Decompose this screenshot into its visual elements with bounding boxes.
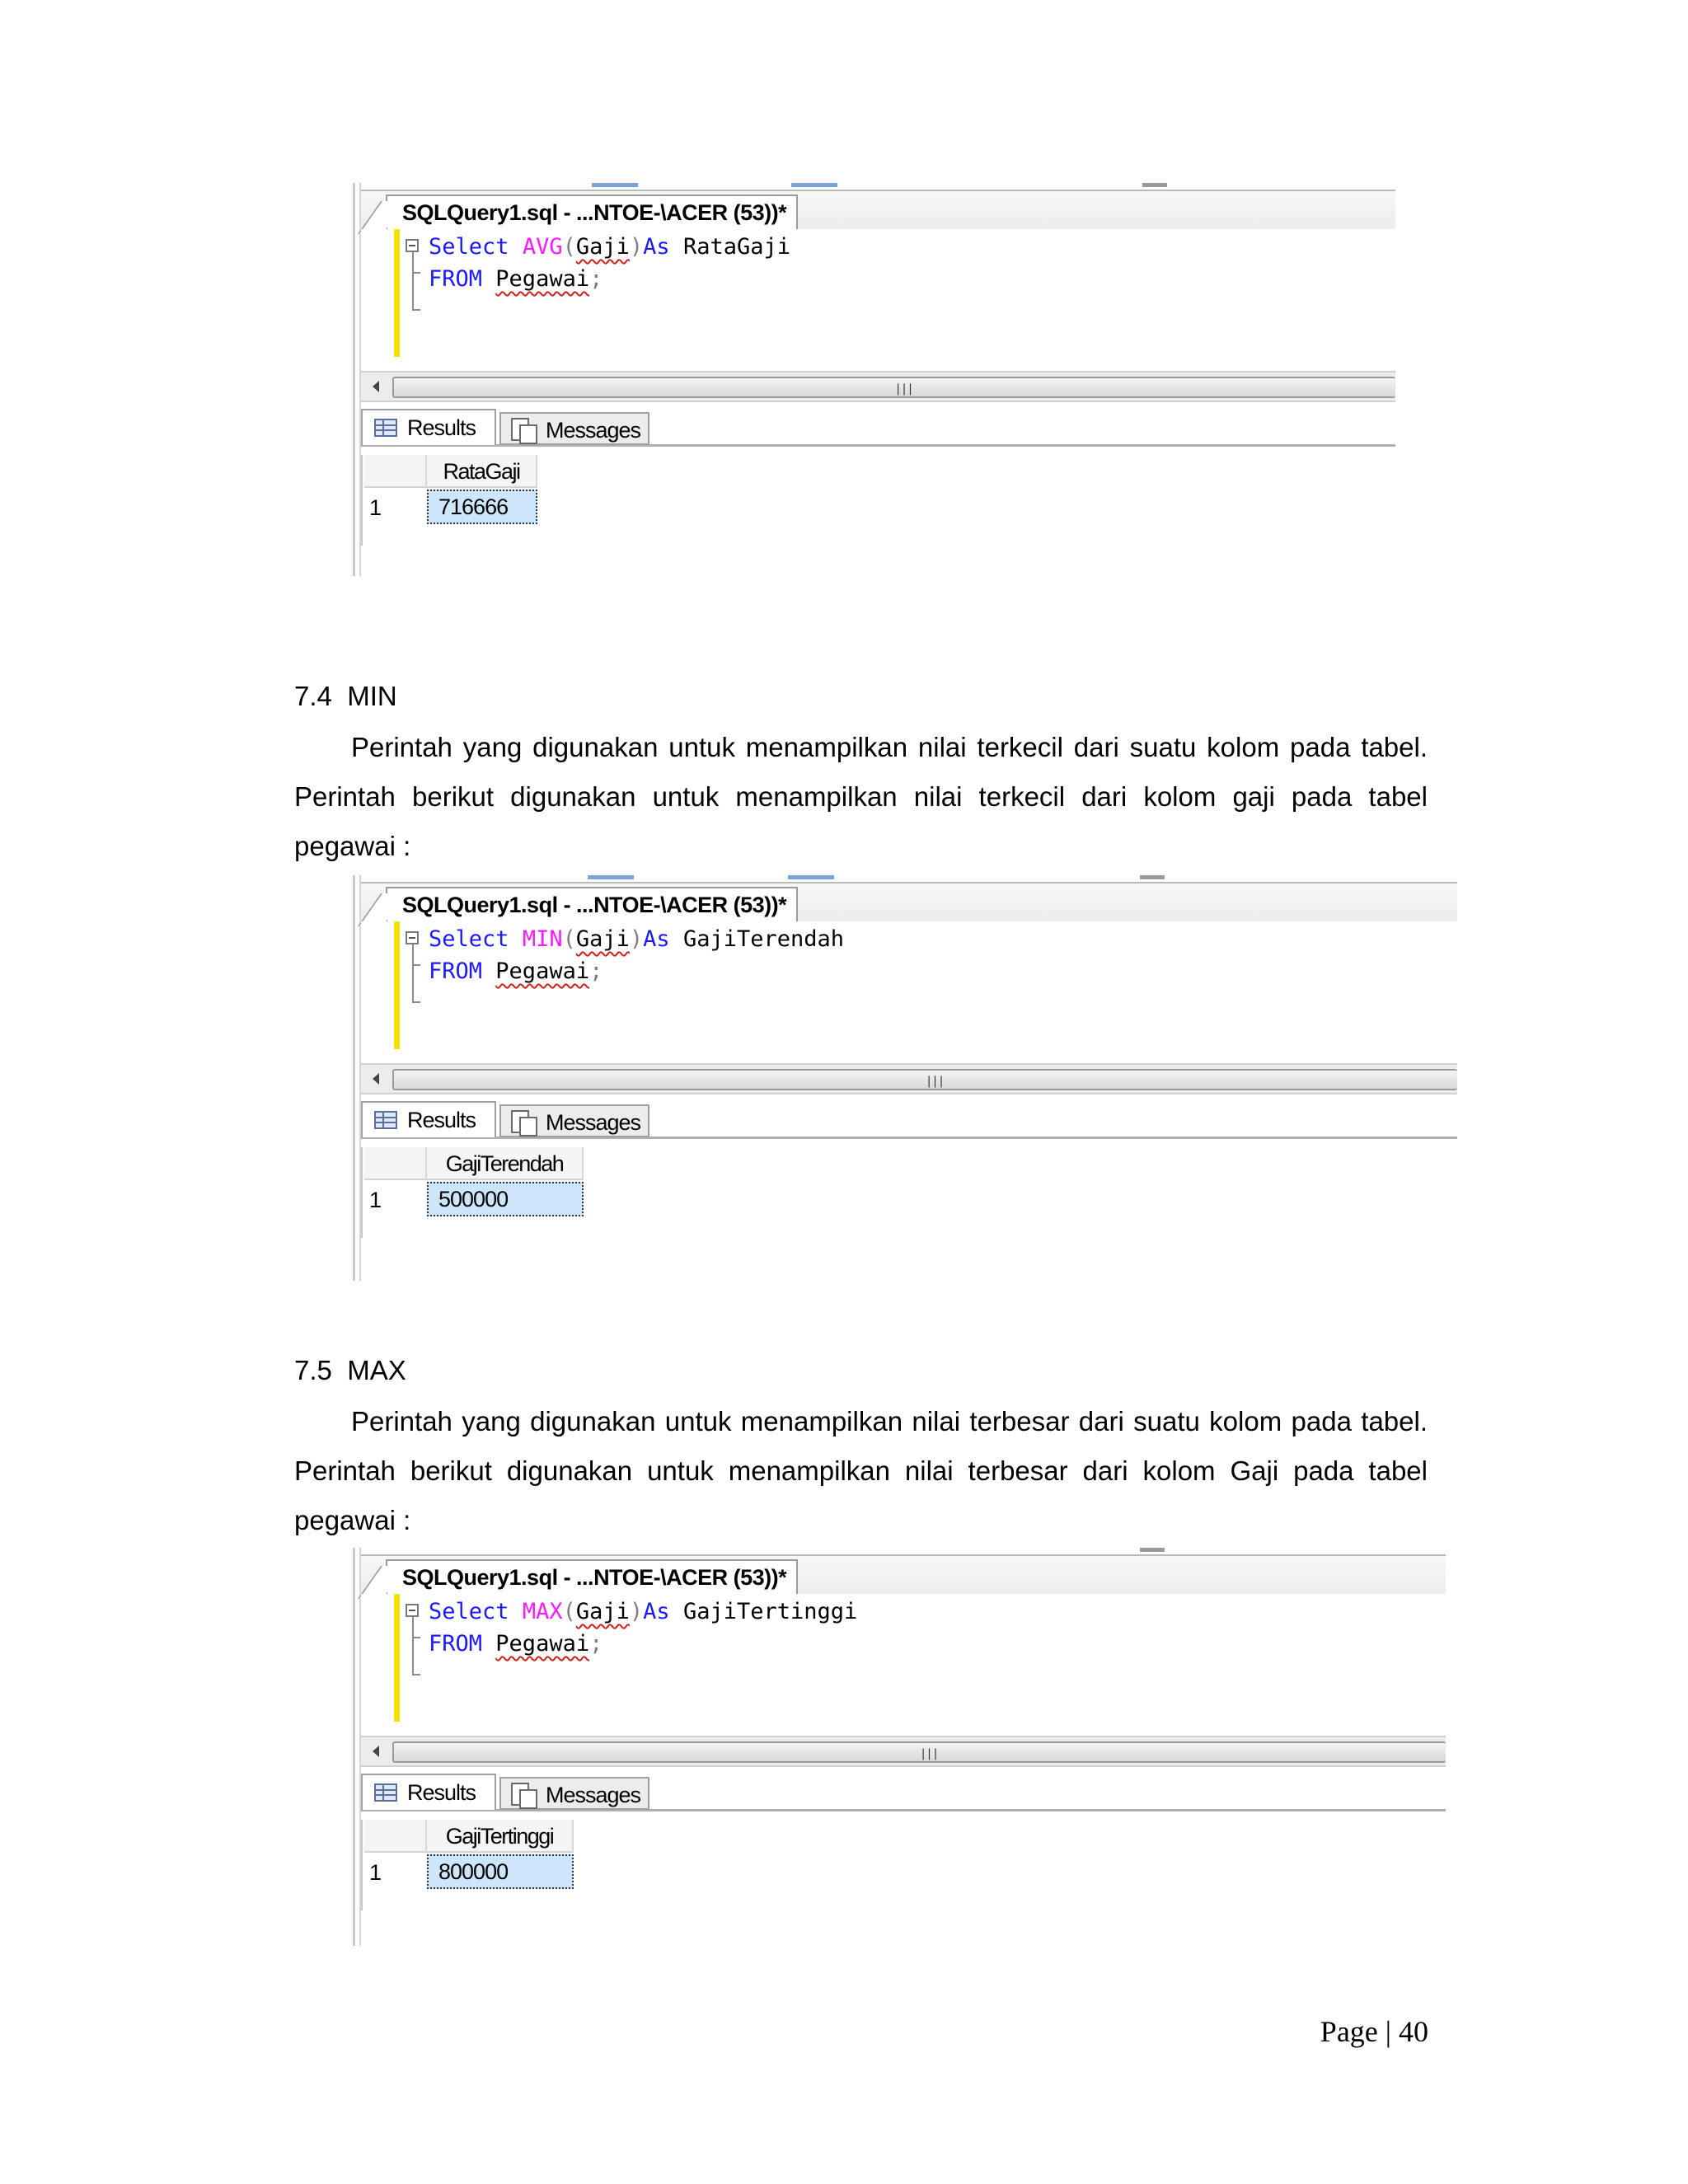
messages-icon [511,1783,536,1807]
code-line-2 [429,1629,603,1659]
keyword-select: Select [429,234,509,260]
keyword-as: As [643,926,670,952]
outline-line [412,1617,414,1675]
outline-tick [412,272,420,274]
section-number: 7.4 [294,681,332,711]
top-marker [1140,875,1165,879]
paren-close: ) [629,234,644,260]
results-grid [361,455,856,576]
code-line-1 [429,1597,857,1627]
ssms-screenshot-min [353,875,1457,1281]
outline-tick [412,964,420,966]
code-line-1 [429,232,790,262]
collapse-icon[interactable] [406,239,419,252]
horizontal-scrollbar[interactable] [361,1063,1457,1094]
keyword-as: As [643,1599,670,1624]
outline-tick [412,309,420,311]
page-number: 40 [1399,2015,1428,2048]
column-identifier: Gaji [575,1599,630,1624]
messages-icon [511,418,536,443]
outline-line [412,944,414,1002]
top-marker [1142,183,1167,187]
semicolon: ; [589,266,603,292]
row-header-corner [364,455,427,488]
grid-edge [361,1820,363,1910]
code-line-2 [429,957,603,987]
tab-results-label: Results [407,415,476,440]
row-header-corner [364,1147,427,1180]
semicolon: ; [589,1631,603,1657]
horizontal-scrollbar[interactable] [361,371,1395,402]
query-document-tab[interactable]: SQLQuery1.sql - ...NTOE-\ACER (53))* [386,194,798,231]
tab-messages[interactable] [499,1777,649,1810]
row-number: 1 [369,1860,382,1885]
keyword-as: As [643,234,670,260]
paren-open: ( [562,234,576,260]
query-editor[interactable] [361,921,1457,1062]
scrollbar-thumb[interactable] [392,377,1395,398]
scrollbar-thumb[interactable] [392,1741,1446,1763]
keyword-from: FROM [429,1631,483,1657]
row-header-corner [364,1820,427,1853]
grid-edge [361,455,363,546]
tab-results[interactable] [361,1101,496,1137]
result-tabs [361,1769,1446,1811]
query-editor[interactable] [361,229,1395,369]
alias-identifier: RataGaji [682,234,790,260]
changed-line-marker [394,1594,400,1722]
column-header[interactable]: RataGaji [427,455,537,488]
results-grid [361,1147,856,1281]
table-identifier: Pegawai [495,958,590,984]
paren-open: ( [562,1599,576,1624]
result-tabs [361,1096,1457,1139]
result-cell[interactable]: 800000 [427,1854,574,1889]
code-line-1 [429,925,844,954]
horizontal-scrollbar[interactable] [361,1736,1446,1767]
changed-line-marker [394,921,400,1049]
scroll-left-icon[interactable] [373,1746,379,1757]
tab-results[interactable] [361,1774,496,1810]
tab-messages-label: Messages [546,1783,641,1807]
section-number: 7.5 [294,1355,332,1385]
page-label: Page [1320,2015,1378,2048]
paren-close: ) [629,1599,644,1624]
tab-results-label: Results [407,1780,476,1805]
tab-messages[interactable] [499,412,649,445]
top-marker [1140,1548,1165,1552]
query-document-tab[interactable]: SQLQuery1.sql - ...NTOE-\ACER (53))* [386,887,798,923]
alias-identifier: GajiTertinggi [682,1599,858,1624]
query-editor[interactable] [361,1594,1446,1734]
column-identifier: Gaji [575,926,630,952]
results-grid [361,1820,856,1946]
tab-results-label: Results [407,1108,476,1132]
row-number: 1 [369,495,382,520]
tab-messages-label: Messages [546,418,641,443]
row-number: 1 [369,1188,382,1212]
grid-icon [374,1783,397,1802]
scroll-left-icon[interactable] [373,381,379,392]
section-heading-min [294,681,397,712]
messages-icon [511,1110,536,1135]
result-tabs [361,404,1395,447]
window-edge [353,183,355,576]
document-tab-strip [361,882,1457,921]
semicolon: ; [589,958,603,984]
window-edge [353,1548,355,1946]
document-tab-strip [361,1554,1446,1594]
keyword-from: FROM [429,266,483,292]
keyword-from: FROM [429,958,483,984]
section-heading-max [294,1355,406,1386]
result-cell[interactable]: 500000 [427,1182,584,1216]
table-identifier: Pegawai [495,266,590,292]
ssms-screenshot-max [353,1548,1446,1946]
page-footer [1320,2014,1428,2049]
outline-tick [412,1674,420,1675]
column-header[interactable]: GajiTerendah [427,1147,584,1180]
tab-results[interactable] [361,409,496,445]
table-identifier: Pegawai [495,1631,590,1657]
scrollbar-thumb[interactable] [392,1069,1457,1090]
paren-close: ) [629,926,644,952]
page-separator: | [1385,2015,1391,2048]
section-paragraph-min: Perintah yang digunakan untuk menampilkan nilai terkecil dari suatu kolom pada tabel. Perintah berikut digunakan untuk menampilkan nilai terkecil dari kolom gaji pada tabel pegawai : [294,732,1428,861]
tab-messages-label: Messages [546,1110,641,1135]
top-marker [592,183,638,187]
scroll-left-icon[interactable] [373,1073,379,1085]
function-name: AVG [522,234,563,260]
grid-edge [361,1147,363,1238]
column-identifier: Gaji [575,234,630,260]
document-tab-strip [361,190,1395,229]
keyword-select: Select [429,1599,509,1624]
outline-tick [412,1637,420,1638]
grid-icon [374,1111,397,1129]
section-title: MAX [347,1355,406,1385]
collapse-icon[interactable] [406,1604,419,1617]
section-paragraph-max: Perintah yang digunakan untuk menampilkan nilai terbesar dari suatu kolom pada tabel. Perintah berikut digunakan untuk menampilkan nilai terbesar dari kolom Gaji pada tabel pegawai : [294,1406,1428,1535]
keyword-select: Select [429,926,509,952]
collapse-icon[interactable] [406,931,419,944]
top-marker [788,875,834,879]
result-cell[interactable]: 716666 [427,490,537,524]
outline-line [412,252,414,310]
section-title: MIN [347,681,397,711]
function-name: MAX [522,1599,563,1624]
grip-icon: ∣∣∣ [926,1075,945,1088]
alias-identifier: GajiTerendah [682,926,845,952]
grid-icon [374,419,397,437]
grip-icon: ∣∣∣ [894,382,913,396]
grip-icon: ∣∣∣ [920,1747,939,1760]
code-line-2 [429,265,603,294]
column-header[interactable]: GajiTertinggi [427,1820,574,1853]
changed-line-marker [394,229,400,357]
ssms-screenshot-avg [353,183,1395,576]
function-name: MIN [522,926,563,952]
outline-tick [412,1001,420,1003]
top-marker [588,875,634,879]
top-marker [791,183,837,187]
paren-open: ( [562,926,576,952]
window-edge [353,875,355,1281]
tab-messages[interactable] [499,1104,649,1137]
query-document-tab[interactable]: SQLQuery1.sql - ...NTOE-\ACER (53))* [386,1559,798,1596]
